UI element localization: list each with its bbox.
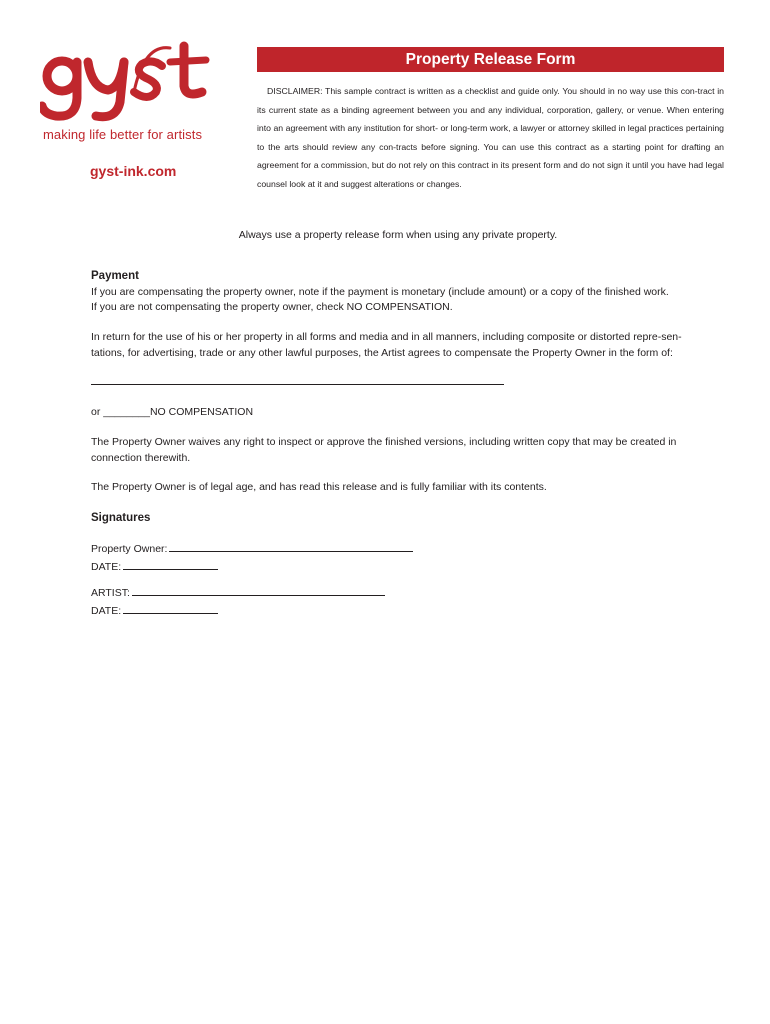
disclaimer-text: DISCLAIMER: This sample contract is written as a checklist and guide only. You should in no way use this con-tract in its current state as a binding agreement between you and any individual, corporation, gallery, or venue. When entering into an agreement with any institution for short- or long-term work, a lawyer or attorney skilled in legal practices pertaining to the arts should review any con-tracts before signing. You can use this contract as a starting point for drafting an agreement for a commission, but do not rely on this contract in its present form and do not sign it until you have had legal counsel look at it and suggest alterations or changes.: [257, 86, 724, 189]
brand-website[interactable]: gyst-ink.com: [90, 163, 177, 179]
owner-date-line[interactable]: [123, 558, 218, 570]
artist-signature-block: [91, 584, 691, 619]
usage-note: Always use a property release form when using any private property.: [238, 229, 558, 241]
no-compensation-option[interactable]: or ________NO COMPENSATION: [91, 406, 254, 418]
signatures-heading-text: Signatures: [91, 512, 151, 524]
compensation-blank-line[interactable]: [91, 384, 504, 385]
artist-date-line[interactable]: [123, 602, 218, 614]
brand-tagline: making life better for artists: [43, 127, 203, 142]
owner-label: Property Owner:: [91, 543, 168, 555]
payment-line-2: If you are not compensating the property owner, check NO COMPENSATION.: [91, 301, 453, 313]
signatures-heading: [91, 511, 691, 527]
waiver-paragraph: The Property Owner waives any right to inspect or approve the finished versions, including written copy that may be created in connection therewith.: [91, 436, 677, 464]
owner-signature-block: [91, 540, 691, 575]
legal-age-paragraph: The Property Owner is of legal age, and has read this release and is fully familiar with its contents.: [91, 481, 547, 493]
artist-label: ARTIST:: [91, 587, 130, 599]
form-title: Property Release Form: [257, 47, 724, 72]
artist-date-row[interactable]: [91, 602, 691, 620]
owner-signature-line[interactable]: [169, 540, 413, 552]
payment-section: [91, 269, 691, 316]
compensation-paragraph: In return for the use of his or her property in all forms and media and in all manners, including composite or distorted repre-sen-tations, for advertising, trade or any other lawful purposes, the Artist agrees to compensate the Property Owner in the form of:: [91, 331, 682, 359]
owner-date-row[interactable]: [91, 558, 691, 576]
owner-signature-row[interactable]: [91, 540, 691, 558]
artist-date-label: DATE:: [91, 604, 122, 617]
artist-signature-line[interactable]: [132, 584, 385, 596]
artist-signature-row[interactable]: [91, 584, 691, 602]
owner-date-label: DATE:: [91, 560, 122, 573]
gyst-logo: [40, 40, 220, 130]
payment-line-1: If you are compensating the property owner, note if the payment is monetary (include amount) or a copy of the finished work.: [91, 285, 669, 298]
payment-heading: Payment: [91, 270, 139, 282]
